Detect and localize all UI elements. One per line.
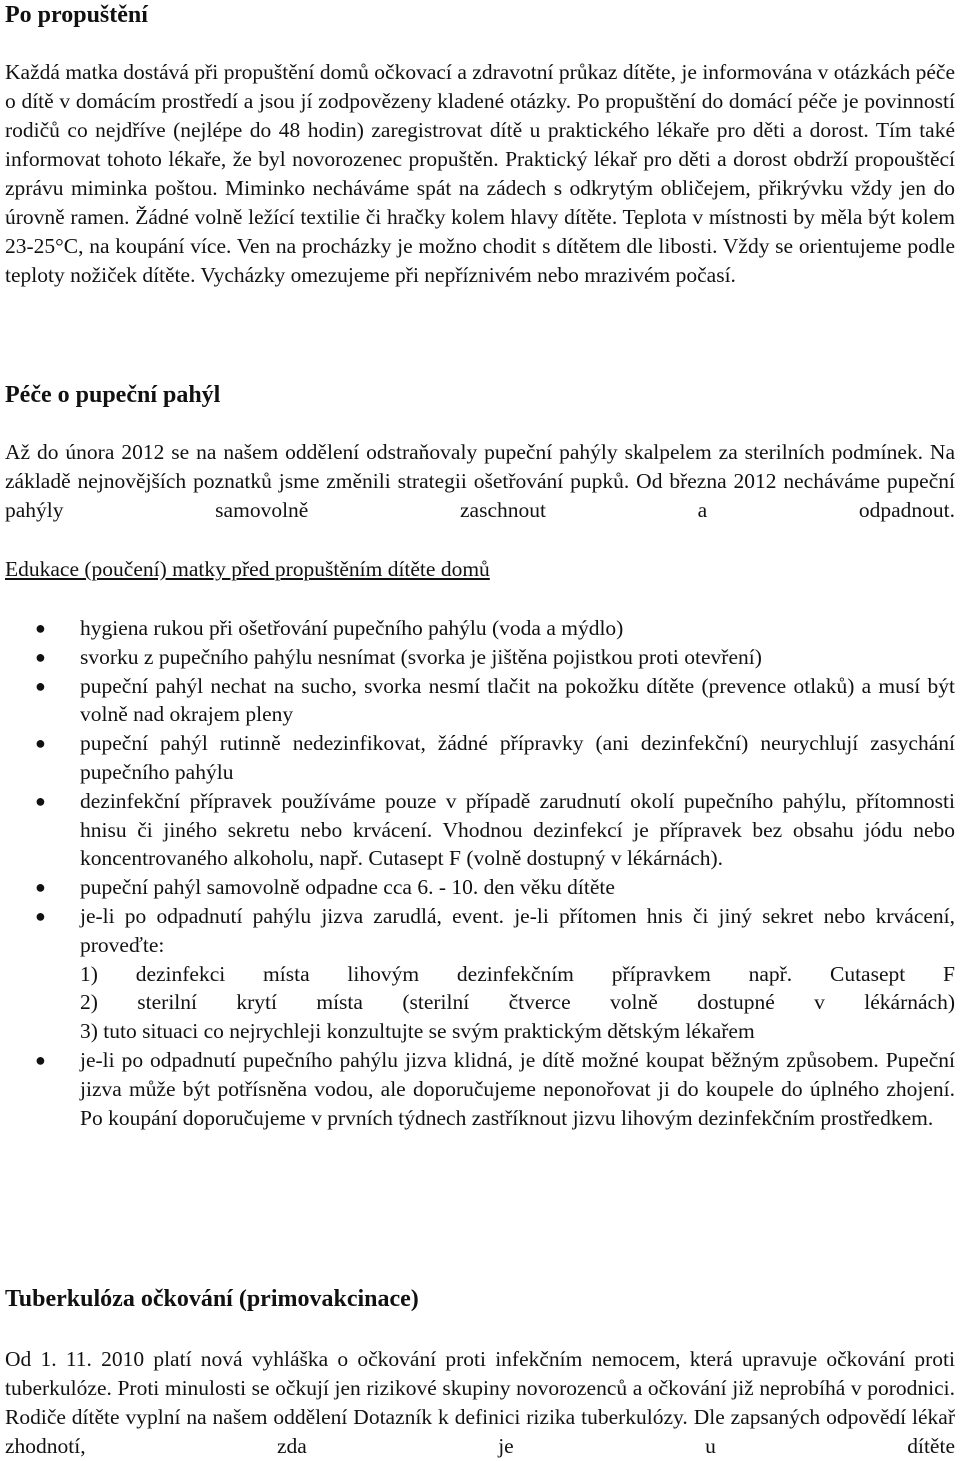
- bullet-icon: ●: [35, 905, 46, 926]
- section-title-umbilical-stump: Péče o pupeční pahýl: [5, 382, 221, 408]
- section-title-discharge: Po propuštění: [5, 2, 148, 28]
- list-item-text: je-li po odpadnutí pahýlu jizva zarudlá, event. je-li přítomen hnis či jiný sekret nebo krvácení, proveďte:: [80, 903, 955, 957]
- list-item-text: je-li po odpadnutí pupečního pahýlu jizva klidná, je dítě možné koupat běžným způsobem. Pupeční jizva může být potřísněna vodou, ale doporučujeme neponořovat ji do koupele do úplného zhojení. Po koupání doporučujeme v prvních týdnech zastříknout jizvu lihovým dezinfekčním prostředkem.: [80, 1047, 955, 1130]
- bullet-icon: ●: [35, 790, 46, 811]
- bullet-icon: ●: [35, 675, 46, 696]
- list-item: [5, 672, 955, 730]
- list-item: [5, 873, 955, 902]
- section-title-tuberculosis: Tuberkulóza očkování (primovakcinace): [5, 1286, 419, 1312]
- list-item: [5, 614, 955, 643]
- list-item: [5, 787, 955, 873]
- bullet-icon: ●: [35, 1049, 46, 1070]
- step-disinfection: 1) dezinfekci místa lihovým dezinfekčním přípravkem např. Cutasept F: [80, 961, 955, 986]
- list-item-text: pupeční pahýl samovolně odpadne cca 6. - 10. den věku dítěte: [80, 875, 615, 900]
- list-item: [5, 902, 955, 1046]
- education-list: [5, 614, 955, 1132]
- list-item-text: pupeční pahýl rutinně nedezinfikovat, žádné přípravky (ani dezinfekční) neurychlují zasychání pupečního pahýlu: [80, 731, 955, 784]
- bullet-icon: ●: [35, 618, 46, 638]
- education-heading: Edukace (poučení) matky před propuštěním dítěte domů: [5, 557, 490, 581]
- list-item-text: hygiena rukou při ošetřování pupečního pahýlu (voda a mýdlo): [80, 616, 624, 640]
- bullet-icon: ●: [35, 733, 46, 754]
- list-item-text: pupeční pahýl nechat na sucho, svorka nesmí tlačit na pokožku dítěte (prevence otlaků) a musí být volně nad okrajem pleny: [80, 673, 955, 727]
- step-sterile-cover: 2) sterilní krytí místa (sterilní čtverce volně dostupné v lékárnách): [80, 990, 955, 1015]
- bullet-icon: ●: [35, 646, 46, 667]
- list-item: [5, 1046, 955, 1132]
- paragraph-tuberculosis: Od 1. 11. 2010 platí nová vyhláška o očkování proti infekčním nemocem, která upravuje očkování proti tuberkulóze. Proti minulosti se očkují jen rizikové skupiny novorozenců a očkování již neprobíhá v porodnici. Rodiče dítěte vyplní na našem oddělení Dotazník k definici rizika tuberkulózy. Dle zapsaných odpovědí lékař zhodnotí, zda je u dítěte: [5, 1347, 955, 1458]
- paragraph-discharge: Každá matka dostává při propuštění domů očkovací a zdravotní průkaz dítěte, je informována v otázkách péče o dítě v domácím prostředí a jsou jí zodpovězeny kladené otázky. Po propuštění do domácí péče je povinností rodičů co nejdříve (nejlépe do 48 hodin) zaregistrovat dítě u praktického lékaře pro děti a dorost. Tím také informovat tohoto lékaře, že byl novorozenec propuštěn. Praktický lékař pro děti a dorost obdrží propouštěcí zprávu miminka poštou. Miminko necháváme spát na zádech s odkrytým obličejem, přikrývku vždy jen do úrovně ramen. Žádné volně ležící textilie či hračky kolem hlavy dítěte. Teplota v místnosti by měla být kolem 23-25°C, na koupání více. Ven na procházky je možno chodit s dítětem dle libosti. Vždy se orientujeme podle teploty nožiček dítěte. Vycházky omezujeme při nepříznivém nebo mrazivém počasí.: [5, 60, 955, 287]
- list-item: [5, 643, 955, 672]
- list-item: [5, 729, 955, 787]
- paragraph-umbilical-stump: Až do února 2012 se na našem oddělení odstraňovaly pupeční pahýly skalpelem za sterilních podmínek. Na základě nejnovějších poznatků jsme změnili strategii ošetřování pupků. Od března 2012 necháváme pupeční pahýly samovolně zaschnout a odpadnout.: [5, 440, 955, 522]
- step-consult-doctor: 3) tuto situaci co nejrychleji konzultujte se svým praktickým dětským lékařem: [80, 1019, 755, 1044]
- list-item-text: dezinfekční přípravek používáme pouze v případě zarudnutí okolí pupečního pahýlu, přítomnosti hnisu či jiného sekretu nebo krvácení. Vhodnou dezinfekcí je přípravek bez obsahu jódu nebo koncentrovaného alkoholu, např. Cutasept F (volně dostupný v lékárnách).: [80, 788, 955, 871]
- bullet-icon: ●: [35, 877, 46, 898]
- list-item-text: svorku z pupečního pahýlu nesnímat (svorka je jištěna pojistkou proti otevření): [80, 644, 762, 669]
